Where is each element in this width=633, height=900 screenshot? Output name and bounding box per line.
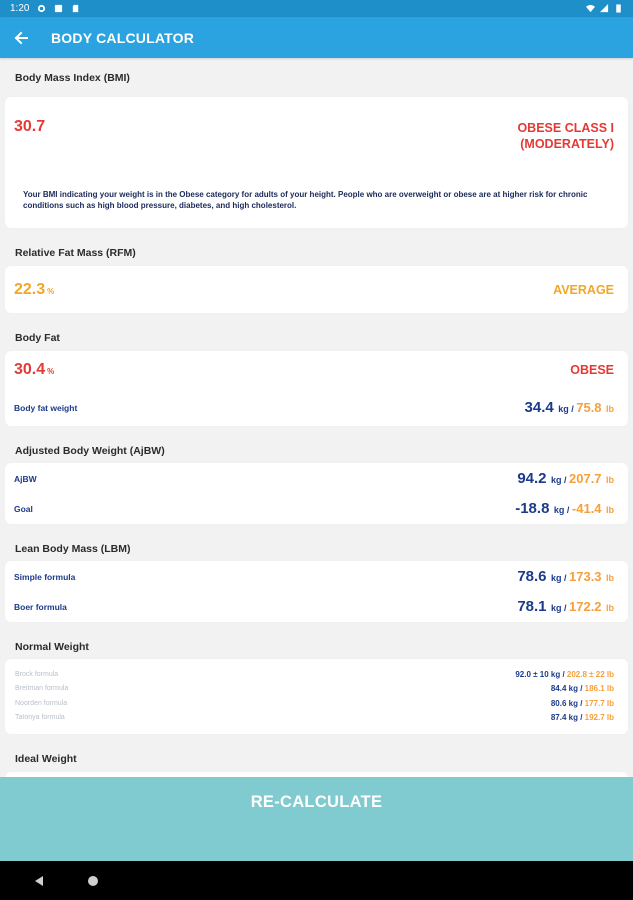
noorden-lb: 177.7 lb bbox=[584, 698, 614, 708]
ajbw-card bbox=[5, 463, 628, 524]
breitman-formula-label: Breitman formula bbox=[15, 685, 69, 693]
normal-weight-row bbox=[5, 711, 628, 726]
breitman-kg: 84.4 kg bbox=[550, 684, 578, 694]
nav-home-icon[interactable] bbox=[87, 875, 99, 887]
lb-unit: lb bbox=[606, 573, 614, 583]
bmi-status-line2: (MODERATELY) bbox=[520, 137, 614, 151]
bmi-description: Your BMI indicating your weight is in the Obese category for adults of your height. People who are overweight or obese are at higher risk for chronic conditions such as high blood pressure, diabetes, and high cholesterol. bbox=[23, 190, 588, 210]
noorden-formula-label: Noorden formula bbox=[15, 699, 68, 707]
lb-unit: lb bbox=[606, 505, 614, 515]
lbm-card bbox=[5, 561, 628, 622]
settings-icon bbox=[37, 4, 46, 13]
system-nav-bar bbox=[0, 861, 633, 900]
normal-weight-section-title: Normal Weight bbox=[15, 640, 89, 653]
bmi-status bbox=[517, 120, 614, 152]
status-time: 1:20 bbox=[10, 3, 30, 14]
arrow-left-icon bbox=[14, 31, 28, 45]
sd-card-icon bbox=[71, 4, 80, 13]
lbm-boer-row bbox=[5, 592, 628, 622]
body-fat-weight-label: Body fat weight bbox=[14, 402, 78, 413]
rfm-unit: % bbox=[47, 286, 55, 296]
body-fat-weight-kg: 34.4 bbox=[524, 398, 554, 416]
lb-unit: lb bbox=[606, 603, 614, 613]
unit-separator: / bbox=[561, 475, 569, 485]
body-fat-weight-lb: 75.8 bbox=[576, 399, 602, 415]
breitman-lb: 186.1 lb bbox=[584, 684, 614, 694]
unit-separator: / bbox=[577, 713, 585, 723]
lbm-boer-kg: 78.1 bbox=[517, 598, 547, 615]
nav-back-icon[interactable] bbox=[33, 875, 45, 887]
bmi-card bbox=[5, 97, 628, 228]
ideal-weight-section-title: Ideal Weight bbox=[15, 753, 77, 765]
noorden-kg: 80.6 kg bbox=[550, 698, 578, 708]
goal-label: Goal bbox=[14, 504, 33, 514]
goal-value bbox=[515, 500, 614, 518]
page-title: BODY CALCULATOR bbox=[51, 29, 194, 46]
rfm-value: 22.3 bbox=[14, 280, 46, 298]
rfm-status: AVERAGE bbox=[553, 282, 614, 297]
body-fat-status: OBESE bbox=[570, 363, 614, 377]
ajbw-lb: 207.7 bbox=[569, 471, 602, 486]
rfm-value-group bbox=[14, 281, 54, 299]
unit-separator: / bbox=[577, 684, 585, 694]
lb-unit: lb bbox=[606, 475, 614, 485]
unit-separator: / bbox=[560, 669, 567, 679]
normal-weight-row bbox=[5, 696, 628, 711]
normal-weight-row bbox=[5, 682, 628, 697]
wifi-icon bbox=[586, 4, 595, 13]
bmi-section-title: Body Mass Index (BMI) bbox=[15, 71, 130, 84]
lbm-simple-kg: 78.6 bbox=[517, 568, 547, 585]
lbm-simple-lb: 173.3 bbox=[569, 569, 602, 584]
ajbw-value bbox=[517, 470, 614, 488]
lbm-boer-lb: 172.2 bbox=[569, 599, 602, 614]
lbm-simple-value bbox=[517, 568, 614, 586]
kg-unit: kg bbox=[550, 603, 562, 613]
rfm-card bbox=[5, 266, 628, 313]
lbm-section-title: Lean Body Mass (LBM) bbox=[15, 542, 131, 555]
body-fat-unit: % bbox=[47, 367, 55, 376]
lbm-boer-label: Boer formula bbox=[14, 602, 67, 612]
ajbw-section-title: Adjusted Body Weight (AjBW) bbox=[15, 444, 165, 457]
kg-unit: kg bbox=[550, 475, 562, 485]
unit-separator: / bbox=[564, 505, 572, 515]
goal-kg: -18.8 bbox=[515, 500, 550, 517]
normal-weight-row bbox=[5, 667, 628, 682]
lbm-simple-row bbox=[5, 561, 628, 592]
back-button[interactable] bbox=[12, 29, 30, 47]
brock-kg: 92.0 ± 10 kg bbox=[515, 669, 561, 679]
status-bar bbox=[0, 0, 633, 17]
goal-row bbox=[5, 494, 628, 524]
unit-separator: / bbox=[577, 698, 585, 708]
battery-icon bbox=[614, 4, 623, 13]
normal-weight-card bbox=[5, 659, 628, 734]
kg-unit: kg bbox=[558, 403, 569, 414]
brock-lb: 202.8 ± 22 lb bbox=[566, 669, 614, 679]
lbm-simple-label: Simple formula bbox=[14, 572, 76, 582]
kg-unit: kg bbox=[550, 573, 562, 583]
bmi-value: 30.7 bbox=[14, 118, 46, 135]
body-fat-section-title: Body Fat bbox=[15, 332, 60, 344]
body-fat-weight-value bbox=[525, 399, 614, 417]
recalculate-bar bbox=[0, 777, 633, 861]
lb-unit: lb bbox=[606, 403, 614, 414]
body-fat-value-group bbox=[14, 361, 54, 379]
body-fat-value: 30.4 bbox=[14, 361, 46, 378]
tatonya-kg: 87.4 kg bbox=[550, 713, 578, 723]
ajbw-kg: 94.2 bbox=[517, 470, 547, 487]
rfm-section-title: Relative Fat Mass (RFM) bbox=[15, 247, 136, 259]
unit-separator: / bbox=[561, 603, 569, 613]
kg-unit: kg bbox=[553, 505, 565, 515]
body-fat-card bbox=[5, 351, 628, 426]
goal-lb: -41.4 bbox=[571, 501, 602, 516]
tatonya-lb: 192.7 lb bbox=[584, 713, 614, 723]
bmi-status-line1: OBESE CLASS I bbox=[517, 121, 614, 135]
ajbw-row bbox=[5, 463, 628, 494]
signal-icon bbox=[600, 4, 609, 13]
unit-separator: / bbox=[561, 573, 569, 583]
app-bar bbox=[0, 17, 633, 58]
brock-formula-label: Brock formula bbox=[15, 670, 59, 678]
unit-separator: / bbox=[568, 403, 577, 414]
tatonya-formula-label: Tatonya formula bbox=[15, 714, 65, 722]
results-list[interactable] bbox=[0, 58, 633, 777]
lbm-boer-value bbox=[517, 598, 614, 616]
notification-icon bbox=[54, 4, 63, 13]
ajbw-label: AjBW bbox=[14, 474, 37, 484]
recalculate-button[interactable]: RE-CALCULATE bbox=[250, 793, 383, 811]
